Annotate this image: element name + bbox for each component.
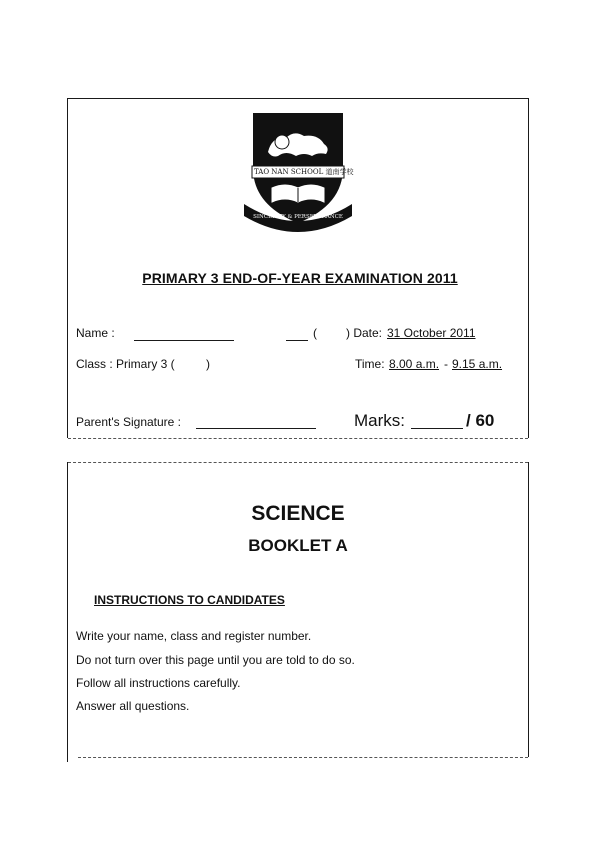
class-label: Class : Primary 3 ( <box>76 357 175 371</box>
header-box-top-border <box>68 98 528 99</box>
header-box-left-border <box>67 98 68 438</box>
register-number-open: ( <box>313 326 317 340</box>
name-blank-line-1[interactable] <box>134 340 234 341</box>
header-box-bottom-border <box>68 438 528 440</box>
instruction-item: Write your name, class and register number. <box>76 629 312 643</box>
name-blank-line-2[interactable] <box>286 340 308 341</box>
booklet-title: BOOKLET A <box>248 536 348 555</box>
class-close: ) <box>206 357 210 371</box>
time-start: 8.00 a.m. <box>389 357 440 371</box>
crest-motto: SINCERITY & PERSEVERANCE <box>253 214 343 220</box>
parent-signature-label: Parent's Signature : <box>76 415 182 429</box>
parent-signature-line[interactable] <box>196 428 316 429</box>
instruction-item: Follow all instructions carefully. <box>76 676 241 690</box>
school-crest <box>238 108 358 234</box>
date-value: 31 October 2011 <box>387 326 476 340</box>
booklet-box-top-border <box>68 462 528 464</box>
crest-banner-text: TAO NAN SCHOOL 道南学校 <box>254 168 354 176</box>
instructions-heading: INSTRUCTIONS TO CANDIDATES <box>94 593 285 607</box>
header-box-right-border <box>528 98 529 438</box>
marks-label: Marks: <box>354 411 405 430</box>
time-end: 9.15 a.m. <box>452 357 503 371</box>
exam-title: PRIMARY 3 END-OF-YEAR EXAMINATION 2011 <box>142 270 458 286</box>
instruction-item: Answer all questions. <box>76 699 190 713</box>
time-label: Time: <box>355 357 385 371</box>
instruction-item: Do not turn over this page until you are told to do so. <box>76 653 355 667</box>
marks-total: / 60 <box>466 411 495 430</box>
subject-title: SCIENCE <box>251 502 345 525</box>
date-label: ) Date: <box>346 326 383 340</box>
booklet-box-bottom-border <box>78 757 528 759</box>
marks-blank-line[interactable] <box>411 428 463 429</box>
name-label: Name : <box>76 326 115 340</box>
time-separator: - <box>444 357 448 371</box>
